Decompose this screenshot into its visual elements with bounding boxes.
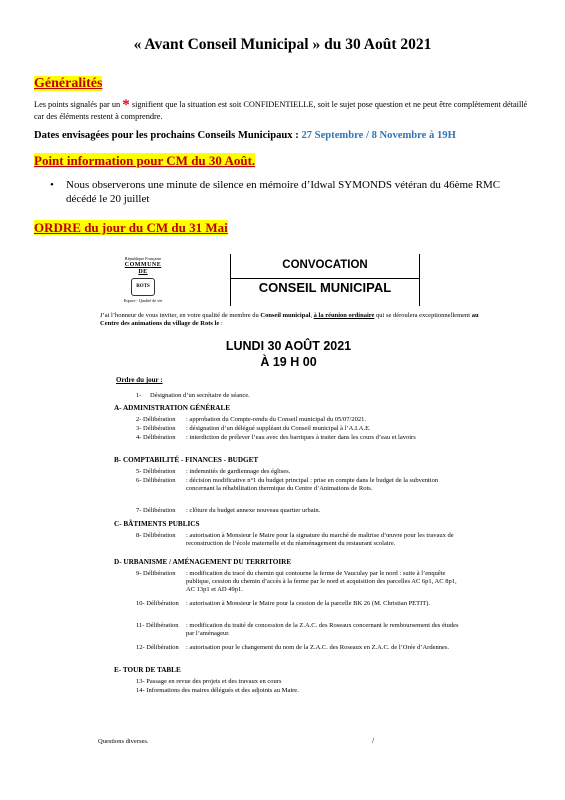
generalites-heading: Généralités [34, 76, 103, 91]
agenda-item-number: 9- Délibération [136, 570, 176, 577]
questions-text: Questions diverses. [98, 738, 149, 745]
ordre-heading: ORDRE du jour du CM du 31 Mai [34, 220, 228, 235]
intro-text-1: J’ai l’honneur de vous inviter, en votre qualité de membre du [100, 312, 259, 319]
dates-sep: : [292, 130, 302, 141]
meeting-date: LUNDI 30 AOÛT 2021 [225, 339, 352, 353]
section-c-heading: C- BÂTIMENTS PUBLICS [114, 520, 200, 528]
intro-text-4: : [219, 320, 223, 327]
agenda-item-text: : décision modificative n°1 du budget principal : prise en compte dans le budget de la subvention concernant la réhabilitation thermique du Centre d’Animations de Rots. [186, 477, 439, 492]
section-heading-info [34, 153, 255, 169]
commune-de-label: DE [138, 269, 148, 275]
agenda-item-number: 12- Délibération [136, 644, 179, 651]
agenda-item-text: : interdiction de prélever l’eau avec des barriques à traiter dans les cours d’eau et lavoirs [186, 434, 416, 441]
note-before: Les points signalés par un [34, 100, 121, 109]
crest-icon: ROTS [131, 278, 155, 296]
asterisk-marker: * [122, 97, 130, 113]
agenda-item-number: 3- Délibération [136, 425, 176, 432]
info-heading: Point information pour CM du 30 Août. [34, 153, 256, 168]
agenda-item-text: : désignation d’un délégué suppléant du Conseil municipal à l’A.I.A.E. [186, 425, 371, 432]
agenda-item-number: 10- Délibération [136, 600, 179, 607]
republique-label: République Française [124, 256, 162, 261]
agenda-item-number: 11- Délibération [136, 622, 179, 629]
title-divider [231, 278, 419, 279]
agenda-item-number: 7- Délibération [136, 507, 176, 514]
intro-bold-3: au Centre des animations du village de Rots le [100, 312, 479, 327]
note-after: signifient que la situation est soit CONFIDENTIELLE, soit le sujet pose question et ne peut être complètement détaillé car des éléments restent à comprendre. [34, 100, 528, 121]
agenda-item-text: 14- Informations des maires délégués et des adjoints au Maire. [136, 687, 299, 694]
page-title: « Avant Conseil Municipal » du 30 Août 2021 [133, 36, 432, 53]
section-a-heading: A- ADMINISTRATION GÉNÉRALE [114, 404, 231, 412]
convocation-scan [96, 252, 481, 752]
dates-value: 27 Septembre / 8 Novembre à 19H [301, 130, 456, 141]
section-heading-generalites [34, 76, 102, 92]
agenda-item-text: : autorisation pour le changement du nom de la Z.A.C. des Roseaux en Z.A.C. de l’Orée d’Ardennes. [186, 644, 449, 651]
bullet-text: Nous observerons une minute de silence en mémoire d’Idwal SYMONDS vétéran du 46ème RMC décédé le 20 juillet [66, 179, 501, 205]
dates-label: Dates envisagées pour les prochains Conseils Municipaux [34, 130, 293, 141]
agenda-item-text: : indemnités de gardiennage des églises. [186, 468, 291, 475]
confidential-note [34, 99, 534, 122]
agenda-item-text: Désignation d’un secrétaire de séance. [150, 392, 250, 399]
ordre-du-jour-label: Ordre du jour : [116, 376, 163, 384]
section-b-heading: B- COMPTABILITÉ - FINANCES - BUDGET [114, 456, 259, 464]
list-item [50, 179, 526, 206]
convocation-title: CONVOCATION [282, 259, 368, 271]
agenda-item-text: : autorisation à Monsieur le Maire pour la signature du marché de maîtrise d’œuvre pour les travaux de reconstruction de l’école maternelle et du réaménagement du restaurant scolaire. [186, 532, 454, 547]
conseil-title: CONSEIL MUNICIPAL [258, 280, 392, 295]
bullet-icon: • [50, 179, 54, 191]
meeting-time: À 19 H 00 [260, 355, 317, 369]
commune-logo [108, 256, 178, 303]
agenda-item-text: 13- Passage en revue des projets et des travaux en cours [136, 678, 282, 685]
agenda-item-number: 1- [136, 392, 142, 399]
next-council-dates [34, 130, 456, 141]
convocation-title-box [230, 254, 420, 306]
agenda-item-number: 2- Délibération [136, 416, 176, 423]
invitation-text [100, 312, 480, 328]
agenda-item-text: : approbation du Compte-rendu du Conseil municipal du 05/07/2021. [186, 416, 366, 423]
agenda-item-text: : modification du tracé du chemin qui contourne la ferme de Vauculay par le nord : suite à l’enquête publique, cession du chemin d’accès à la ferme par le nord et acquisition des parcelles AC 6p1, AC 8p1, AC 13p1 et AD 49p1. [186, 570, 457, 593]
agenda-item-number: 6- Délibération [136, 477, 176, 484]
agenda-item-number: 4- Délibération [136, 434, 176, 441]
motto-label: Espace - Qualité de vie [123, 298, 163, 303]
agenda-item-text: : modification du traité de concession de la Z.A.C. des Roseaux concernant le remboursement des études par l’aménageur. [186, 622, 459, 637]
section-heading-ordre [34, 220, 228, 236]
intro-bold-2: à la réunion ordinaire [313, 312, 375, 319]
agenda-item-text: : autorisation à Monsieur le Maire pour la cession de la parcelle BK 26 (M. Christian PETIT). [186, 600, 431, 607]
agenda-item-text: : clôture du budget annexe nouveau quartier urbain. [186, 507, 321, 514]
signature-mark: / [372, 736, 375, 745]
commune-label: COMMUNE [124, 262, 162, 268]
intro-bold-1: Conseil municipal [260, 312, 311, 319]
intro-text-2: , [310, 312, 313, 319]
intro-text-3: qui se déroulera exceptionnellement [376, 312, 471, 319]
section-e-heading: E- TOUR DE TABLE [114, 666, 181, 674]
section-d-heading: D- URBANISME / AMÉNAGEMENT DU TERRITOIRE [114, 558, 292, 566]
agenda-item-number: 8- Délibération [136, 532, 176, 539]
agenda-item-number: 5- Délibération [136, 468, 176, 475]
